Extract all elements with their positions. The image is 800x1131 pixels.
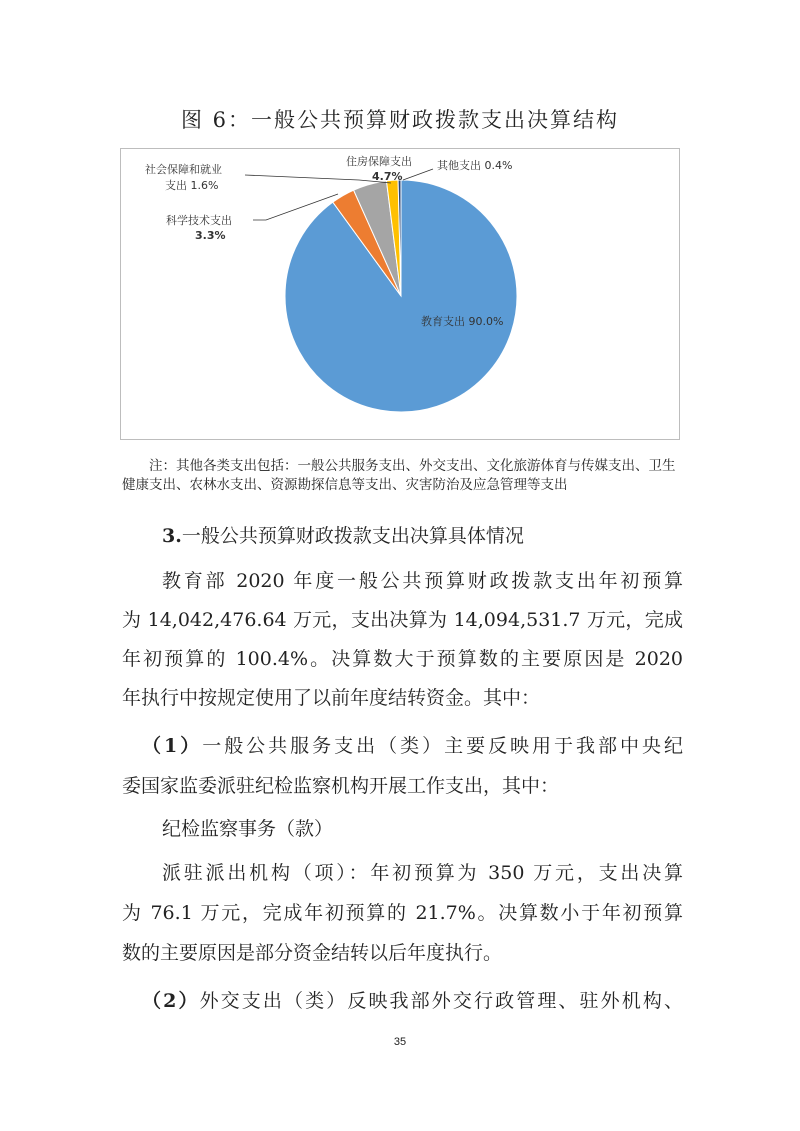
- label-science-1: 科学技术支出: [166, 214, 232, 227]
- paragraph-line: 委国家监委派驻纪检监察机构开展工作支出，其中：: [122, 775, 560, 797]
- chart-note: 注：其他各类支出包括：一般公共服务支出、外交支出、文化旅游体育与传媒支出、卫生健康支出、农林水支出、资源勘探信息等支出、灾害防治及应急管理等支出: [122, 458, 676, 493]
- label-other: 其他支出 0.4%: [437, 159, 513, 172]
- paragraph-line: 年初预算的 100.4%。决算数大于预算数的主要原因是 2020: [122, 648, 683, 670]
- label-housing-1: 住房保障支出: [346, 155, 412, 168]
- paragraph-line: 数的主要原因是部分资金结转以后年度执行。: [122, 942, 503, 964]
- pie-chart-svg: [121, 149, 681, 441]
- paragraph-line: 派驻派出机构（项）：年初预算为 350 万元，支出决算: [162, 862, 683, 884]
- leader-line-social: [245, 175, 391, 183]
- pie-chart: [120, 148, 680, 440]
- paragraph-line: （2）外交支出（类）反映我部外交行政管理、驻外机构、: [142, 990, 683, 1012]
- label-social-1: 社会保障和就业: [145, 163, 222, 176]
- paragraph-line: 为 76.1 万元，完成年初预算的 21.7%。决算数小于年初预算: [122, 902, 683, 924]
- paragraph-line: （1）一般公共服务支出（类）主要反映用于我部中央纪: [142, 735, 683, 757]
- subheading: 纪检监察事务（款）: [162, 818, 334, 840]
- page-number: 35: [393, 1036, 407, 1048]
- paragraph-line: 教育部 2020 年度一般公共预算财政拨款支出年初预算: [162, 570, 683, 592]
- section-heading: 3.一般公共预算财政拨款支出决算具体情况: [162, 525, 524, 547]
- label-housing-2: 4.7%: [372, 170, 403, 183]
- paragraph-line: 年执行中按规定使用了以前年度结转资金。其中：: [122, 687, 541, 709]
- figure-title: 图 6：一般公共预算财政拨款支出决算结构: [180, 108, 620, 132]
- label-science-2: 3.3%: [195, 229, 226, 242]
- paragraph-line: 为 14,042,476.64 万元，支出决算为 14,094,531.7 万元，完成: [122, 609, 683, 631]
- label-social-2: 支出 1.6%: [165, 179, 219, 192]
- leader-line-other: [403, 169, 433, 180]
- label-education: 教育支出 90.0%: [421, 315, 504, 328]
